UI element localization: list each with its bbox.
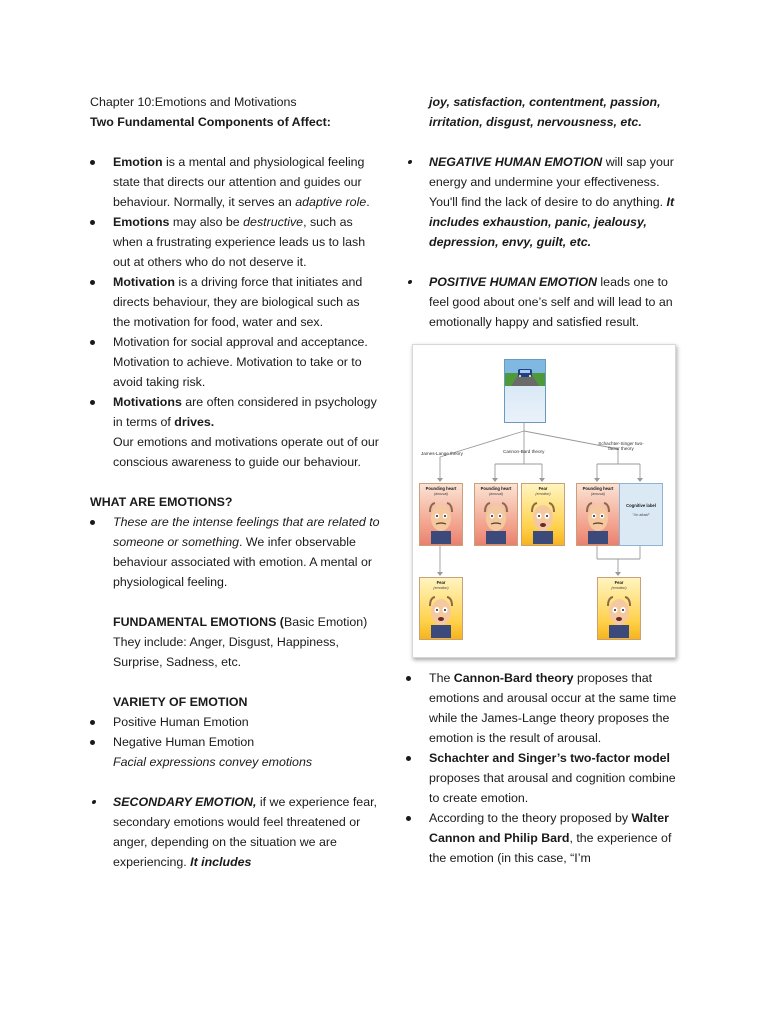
list-item: Motivation is a driving force that initiates and directs behaviour, they are biological such as the motivation for food, water and sex.: [90, 272, 380, 332]
face-icon: [481, 498, 511, 544]
face-icon: [604, 592, 634, 638]
list-item: Negative Human Emotion Facial expressions convey emotions: [90, 732, 380, 772]
variety-list: [90, 712, 380, 772]
subtitle: Two Fundamental Components of Affect:: [90, 115, 331, 129]
negative-list: [406, 152, 688, 252]
schachter-fear-box: Fear (emotion): [597, 577, 641, 640]
what-list: [90, 512, 380, 592]
james-pounding-heart-box: Pounding heart (arousal): [419, 483, 463, 546]
affect-list: [90, 152, 380, 472]
list-item: The Cannon-Bard theory proposes that emotions and arousal occur at the same time while the James-Lange theory proposes the emotion is the result of arousal.: [406, 668, 688, 748]
james-fear-box: Fear (emotion): [419, 577, 463, 640]
list-item: Motivation for social approval and acceptance. Motivation to achieve. Motivation to take or to avoid taking risk.: [90, 332, 380, 392]
james-lange-label: James-Lange theory: [421, 451, 463, 456]
schachter-pounding-heart-box: Pounding heart (arousal): [576, 483, 620, 546]
face-icon: [528, 498, 558, 544]
variety-heading: VARIETY OF EMOTION: [113, 695, 248, 709]
list-item: These are the intense feelings that are related to someone or something. We infer observable behaviour associated with emotion. A mental or physiological feeling.: [90, 512, 380, 592]
emotion-theories-figure: [412, 344, 676, 658]
fundamental-heading: FUNDAMENTAL EMOTIONS (Basic Emotion): [113, 615, 368, 629]
cannon-bard-label: Cannon-Bard theory: [503, 449, 545, 454]
what-heading: WHAT ARE EMOTIONS?: [90, 495, 233, 509]
right-column: [406, 92, 688, 868]
list-item: Emotion is a mental and physiological feeling state that directs our attention and guides our behaviour. Normally, it serves an adaptive role.: [90, 152, 380, 212]
list-item: NEGATIVE HUMAN EMOTION will sap your energy and undermine your effectiveness. You'll find the lack of desire to do anything. It includes exhaustion, panic, jealousy, depression, envy, guilt, etc.: [406, 152, 688, 252]
secondary-continued: joy, satisfaction, contentment, passion, irritation, disgust, nervousness, etc.: [429, 95, 661, 129]
schachter-singer-label: Schachter-Singer two-factor theory: [598, 441, 644, 451]
positive-list: [406, 272, 688, 332]
car-icon: [505, 360, 545, 386]
list-item: Emotions may also be destructive, such as when a frustrating experience leads us to lash out at others who do not deserve it.: [90, 212, 380, 272]
cannon-pounding-heart-box: Pounding heart (arousal): [474, 483, 518, 546]
list-item: According to the theory proposed by Walter Cannon and Philip Bard, the experience of the emotion (in this case, “I’m: [406, 808, 688, 868]
stimulus-box: [504, 359, 546, 423]
theories-list: [406, 668, 688, 868]
list-item: POSITIVE HUMAN EMOTION leads one to feel good about one’s self and will lead to an emotionally happy and satisfied result.: [406, 272, 688, 332]
chapter-title: Chapter 10:Emotions and Motivations: [90, 95, 297, 109]
face-icon: [426, 592, 456, 638]
cannon-fear-box: Fear (emotion): [521, 483, 565, 546]
list-item: Schachter and Singer’s two-factor model proposes that arousal and cognition combine to create emotion.: [406, 748, 688, 808]
secondary-list: [90, 792, 380, 872]
cognitive-label-box: Cognitive label "I'm afraid": [619, 483, 663, 546]
list-item: SECONDARY EMOTION, if we experience fear, secondary emotions would feel threatened or anger, depending on the situation we are experiencing. It includes: [90, 792, 380, 872]
fundamental-list: They include: Anger, Disgust, Happiness, Surprise, Sadness, etc.: [113, 635, 339, 669]
list-item: Motivations are often considered in psychology in terms of drives. Our emotions and motivations operate out of our conscious awareness to guide our behaviour.: [90, 392, 380, 472]
face-icon: [426, 498, 456, 544]
face-icon: [583, 498, 613, 544]
list-item: Positive Human Emotion: [90, 712, 380, 732]
left-column: [90, 92, 380, 872]
